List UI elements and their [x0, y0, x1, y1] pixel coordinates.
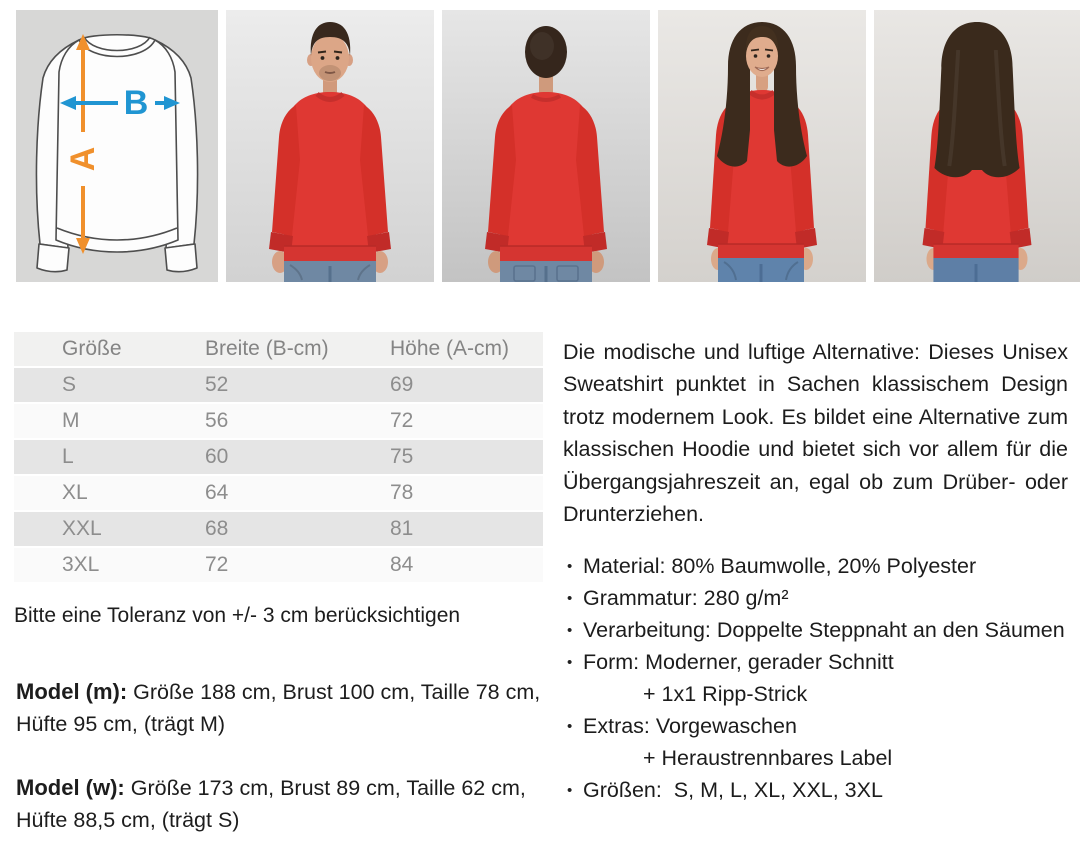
model-m-details: Größe 188 cm, Brust 100 cm, Taille 78 cm, Hüfte 95 cm, (trägt M) [16, 680, 541, 736]
size-table [14, 332, 543, 584]
table-row-l: L 60 75 [14, 440, 543, 476]
bullet-dot: • [567, 653, 573, 671]
model-w-label: Model (w): [16, 775, 125, 800]
table-row-s: S 52 69 [14, 368, 543, 404]
bullet-dot: • [567, 717, 573, 735]
sweatshirt-outline [36, 35, 197, 272]
tolerance-note: Bitte eine Toleranz von +/- 3 cm berücksichtigen [14, 604, 461, 627]
photo-female-model-back [874, 10, 1080, 282]
col-groesse: Größe [62, 337, 122, 360]
product-attribute-list [563, 550, 1075, 806]
male-front-illustration [226, 10, 434, 282]
bullet-dot: • [567, 589, 573, 607]
bullet-extras-continuation: + Heraustrennbares Label [643, 745, 893, 770]
bullet-extras: • Extras: Vorgewaschen [563, 710, 1075, 742]
bullet-grammatur: • Grammatur: 280 g/m² [563, 582, 1075, 614]
table-row-xl: XL 64 78 [14, 476, 543, 512]
bullet-material: • Material: 80% Baumwolle, 20% Polyester [563, 550, 1075, 582]
label-a: A [64, 146, 102, 172]
measurement-diagram-panel [16, 10, 218, 282]
bullet-groessen: • Größen: S, M, L, XL, XXL, 3XL [563, 774, 1075, 806]
label-b: B [123, 84, 149, 122]
table-row-3xl: 3XL 72 84 [14, 548, 543, 584]
description-intro: Die modische und luftige Alternative: Dieses Unisex Sweatshirt punktet in Sachen klassischem Design trotz modernem Look. Es bildet eine Alternative zum klassischen Hoodie und bietet sich vor allem für die Übergangsjahreszeit an, egal ob zum Drüber- oder Drunterziehen. [563, 340, 1068, 527]
bullet-dot: • [567, 621, 573, 639]
bullet-verarbeitung: • Verarbeitung: Doppelte Steppnaht an den Säumen [563, 614, 1075, 646]
bullet-form: • Form: Moderner, gerader Schnitt [563, 646, 1075, 678]
sweatshirt-measurement-diagram [16, 10, 218, 282]
model-w-details: Größe 173 cm, Brust 89 cm, Taille 62 cm, Hüfte 88,5 cm, (trägt S) [16, 776, 526, 832]
model-w-info [16, 772, 541, 836]
product-description [563, 336, 1068, 530]
bullet-form-continuation: + 1x1 Ripp-Strick [643, 681, 808, 706]
col-breite: Breite (B-cm) [205, 337, 329, 360]
table-row-m: M 56 72 [14, 404, 543, 440]
male-back-illustration [442, 10, 650, 282]
photo-female-model-front [658, 10, 866, 282]
table-row-xxl: XXL 68 81 [14, 512, 543, 548]
photo-male-model-front [226, 10, 434, 282]
size-table-header [14, 332, 543, 368]
product-image-strip [16, 10, 1080, 282]
photo-male-model-back [442, 10, 650, 282]
female-back-illustration [874, 10, 1080, 282]
model-m-label: Model (m): [16, 679, 128, 704]
female-front-illustration [658, 10, 866, 282]
model-m-info [16, 676, 541, 740]
col-hoehe: Höhe (A-cm) [390, 337, 510, 360]
bullet-dot: • [567, 781, 573, 799]
bullet-dot: • [567, 557, 573, 575]
